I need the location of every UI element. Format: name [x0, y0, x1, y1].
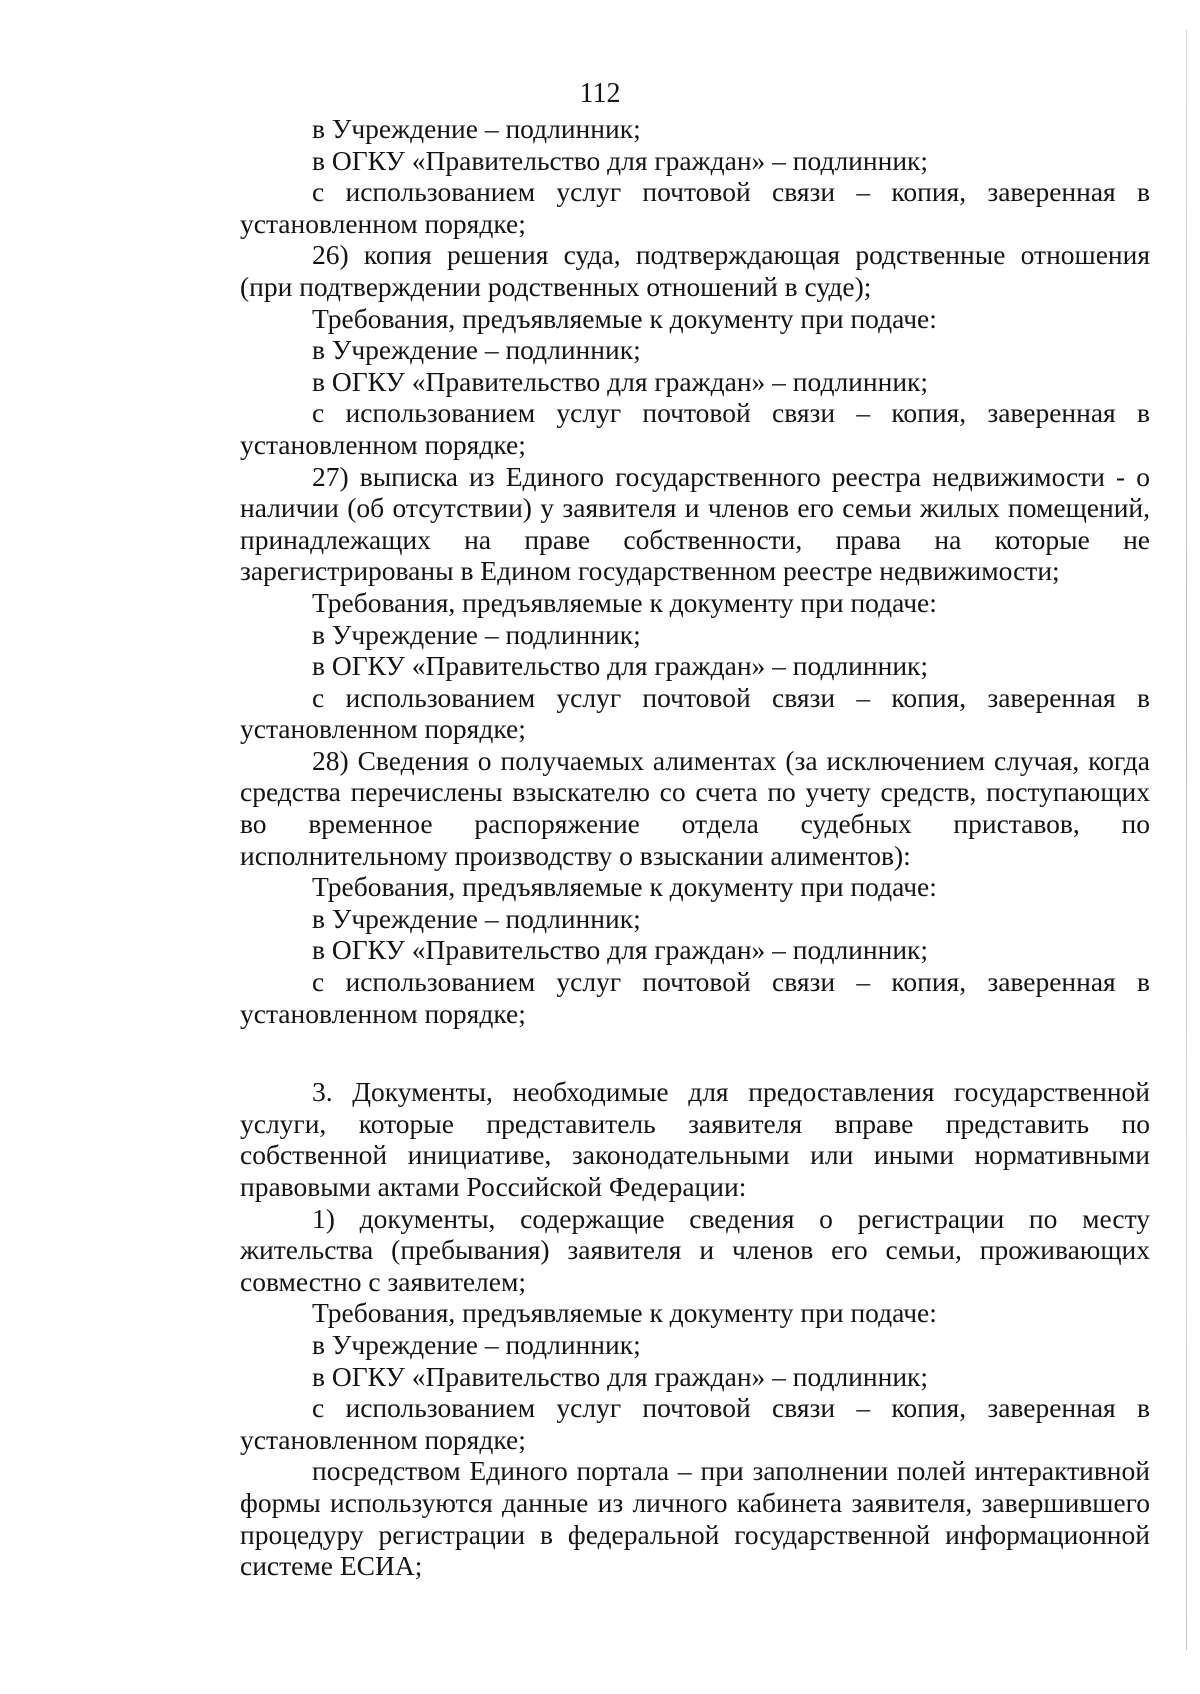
paragraph: в Учреждение – подлинник;	[312, 113, 641, 144]
scan-edge-line	[1186, 30, 1187, 1650]
paragraph-item-27: 27) выписка из Единого государственного реестра недвижимости - о наличии (об отсутствии) у заявителя и членов его семьи жилых помещений, принадлежащих на праве собственности, права на которые не зарегистрированы в Едином государственном реестре недвижимости;	[240, 460, 1150, 587]
paragraph: с использованием услуг почтовой связи – копия, заверенная в установленном порядке;	[240, 176, 1150, 239]
paragraph: Требования, предъявляемые к документу при подаче:	[312, 302, 937, 334]
paragraph: с использованием услуг почтовой связи – копия, заверенная в установленном порядке;	[240, 966, 1150, 1029]
paragraph-section-3: 3. Документы, необходимые для предоставления государственной услуги, которые представитель заявителя вправе представить по собственной инициативе, законодательными или иными нормативными правовыми актами Российской Федерации:	[240, 1076, 1150, 1202]
paragraph: в Учреждение – подлинник;	[312, 1328, 641, 1360]
paragraph: с использованием услуг почтовой связи – копия, заверенная в установленном порядке;	[240, 1392, 1150, 1455]
page-number: 112	[579, 78, 621, 109]
paragraph: в Учреждение – подлинник;	[312, 334, 641, 366]
paragraph: в Учреждение – подлинник;	[312, 902, 641, 934]
paragraph: в ОГКУ «Правительство для граждан» – подлинник;	[312, 650, 929, 682]
paragraph: с использованием услуг почтовой связи – копия, заверенная в установленном порядке;	[240, 397, 1150, 460]
paragraph: Требования, предъявляемые к документу при подаче:	[312, 586, 937, 618]
document-body	[240, 113, 1150, 1582]
paragraph-item-26: 26) копия решения суда, подтверждающая родственные отношения (при подтверждении родственных отношений в суде);	[240, 239, 1150, 302]
paragraph: в ОГКУ «Правительство для граждан» – подлинник;	[312, 934, 929, 966]
paragraph: Требования, предъявляемые к документу при подаче:	[312, 1297, 937, 1329]
paragraph: с использованием услуг почтовой связи – копия, заверенная в установленном порядке;	[240, 681, 1150, 745]
paragraph: в ОГКУ «Правительство для граждан» – подлинник;	[312, 1360, 929, 1392]
paragraph: Требования, предъявляемые к документу при подаче:	[312, 871, 937, 903]
paragraph-item-1: 1) документы, содержащие сведения о регистрации по месту жительства (пребывания) заявителя и членов его семьи, проживающих совместно с заявителем;	[240, 1202, 1150, 1297]
paragraph: посредством Единого портала – при заполнении полей интерактивной формы используются данные из личного кабинета заявителя, завершившего процедуру регистрации в федеральной государственной информационной системе ЕСИА;	[240, 1455, 1150, 1582]
paragraph: в ОГКУ «Правительство для граждан» – подлинник;	[312, 144, 929, 176]
paragraph-item-28: 28) Сведения о получаемых алиментах (за исключением случая, когда средства перечислены взыскателю со счета по учету средств, поступающих во временное распоряжение отдела судебных приставов, по исполнительному производству о взыскании алиментов):	[240, 744, 1150, 871]
paragraph: в ОГКУ «Правительство для граждан» – подлинник;	[312, 365, 929, 397]
paragraph: в Учреждение – подлинник;	[312, 618, 641, 650]
